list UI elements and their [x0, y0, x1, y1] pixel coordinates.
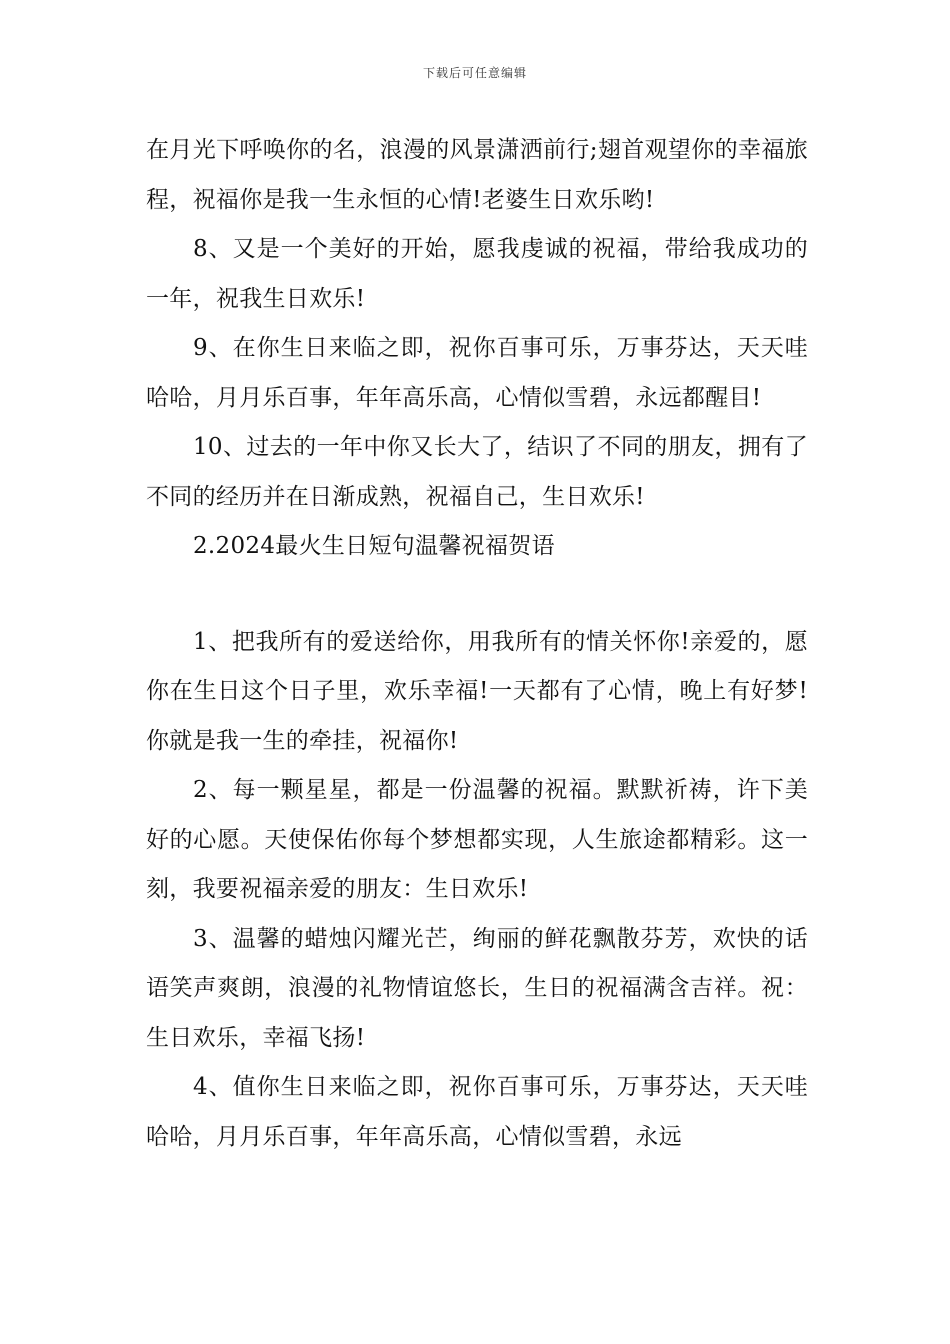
paragraph-item-10: 10、过去的一年中你又长大了，结识了不同的朋友，拥有了不同的经历并在日渐成熟，祝福自己，生日欢乐!: [146, 434, 808, 510]
paragraph-item-8: 8、又是一个美好的开始，愿我虔诚的祝福，带给我成功的一年，祝我生日欢乐!: [146, 236, 808, 312]
paragraph-item-4: 4、值你生日来临之即，祝你百事可乐，万事芬达，天天哇哈哈，月月乐百事，年年高乐高，心情似雪碧，永远: [146, 1074, 808, 1150]
paragraph-item-9: 9、在你生日来临之即，祝你百事可乐，万事芬达，天天哇哈哈，月月乐百事，年年高乐高，心情似雪碧，永远都醒目!: [146, 335, 808, 411]
paragraph-item-1: 1、把我所有的爱送给你，用我所有的情关怀你!亲爱的，愿你在生日这个日子里，欢乐幸福!一天都有了心情，晚上有好梦!你就是我一生的牵挂，祝福你!: [146, 628, 808, 754]
paragraph-item-2: 2、每一颗星星，都是一份温馨的祝福。默默祈祷，许下美好的心愿。天使保佑你每个梦想都实现，人生旅途都精彩。这一刻，我要祝福亲爱的朋友：生日欢乐!: [146, 777, 808, 902]
section-spacer: [146, 572, 808, 618]
page-header: 下载后可任意编辑: [422, 66, 527, 80]
document-body: [146, 126, 808, 1162]
section-heading: 2.2024最火生日短句温馨祝福贺语: [193, 533, 555, 559]
paragraph-continuation: 在月光下呼唤你的名，浪漫的风景潇洒前行;翅首观望你的幸福旅程，祝福你是我一生永恒的心情!老婆生日欢乐哟!: [146, 137, 808, 213]
paragraph-item-3: 3、温馨的蜡烛闪耀光芒，绚丽的鲜花飘散芬芳，欢快的话语笑声爽朗，浪漫的礼物情谊悠长，生日的祝福满含吉祥。祝：生日欢乐，幸福飞扬!: [146, 925, 808, 1051]
